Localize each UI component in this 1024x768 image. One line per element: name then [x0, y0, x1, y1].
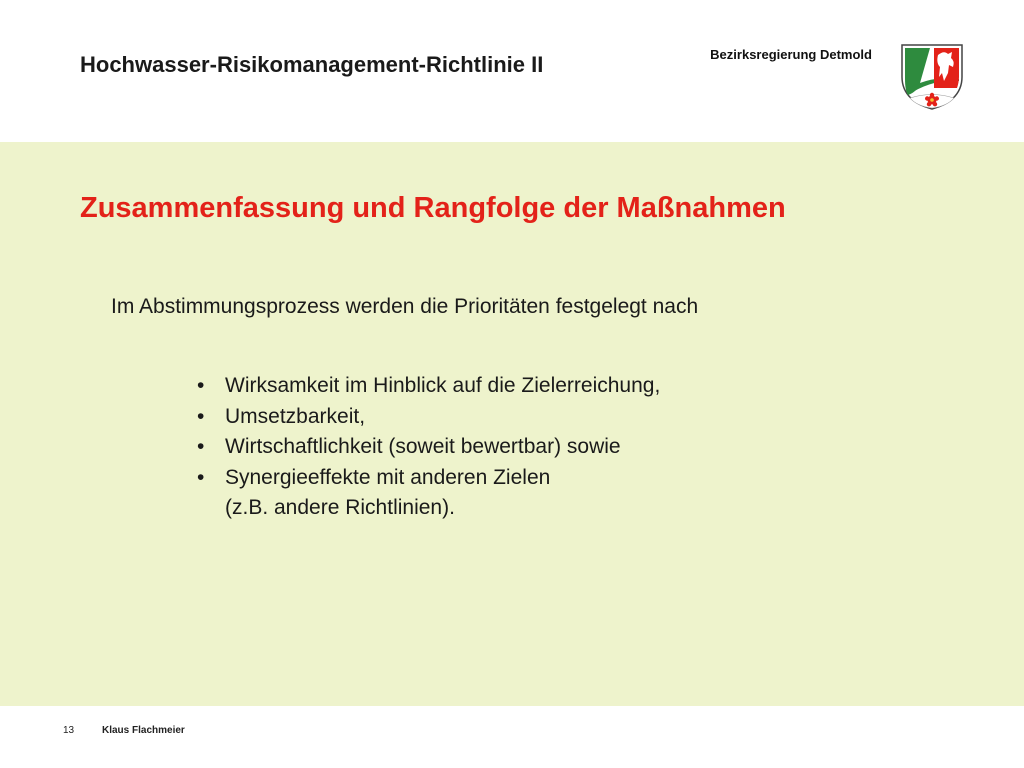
list-item — [197, 402, 660, 433]
nrw-coat-of-arms-icon — [900, 43, 964, 111]
author-name: Klaus Flachmeier — [102, 725, 185, 736]
bullet-icon: • — [197, 404, 205, 428]
list-item — [197, 371, 660, 402]
organization-name: Bezirksregierung Detmold — [710, 47, 872, 62]
slide-header-title: Hochwasser-Risikomanagement-Richtlinie II — [80, 52, 544, 77]
intro-text: Im Abstimmungsprozess werden die Prioritäten festgelegt nach — [111, 295, 699, 318]
criteria-list — [197, 371, 660, 524]
list-item — [197, 463, 660, 524]
footer — [0, 706, 1024, 768]
list-item-text: Wirtschaftlichkeit (soweit bewertbar) sowie — [225, 435, 621, 458]
list-item-text: Synergieeffekte mit anderen Zielen — [225, 465, 551, 489]
page-number: 13 — [63, 725, 75, 736]
bullet-icon: • — [197, 465, 205, 489]
list-item — [197, 432, 660, 463]
bullet-icon: • — [197, 374, 205, 397]
section-title: Zusammenfassung und Rangfolge der Maßnahmen — [80, 192, 786, 224]
bullet-icon: • — [197, 435, 205, 458]
list-item-text: Umsetzbarkeit, — [225, 404, 366, 428]
list-item-text: Wirksamkeit im Hinblick auf die Zielerreichung, — [225, 374, 661, 397]
list-item-continuation: (z.B. andere Richtlinien). — [225, 496, 455, 519]
